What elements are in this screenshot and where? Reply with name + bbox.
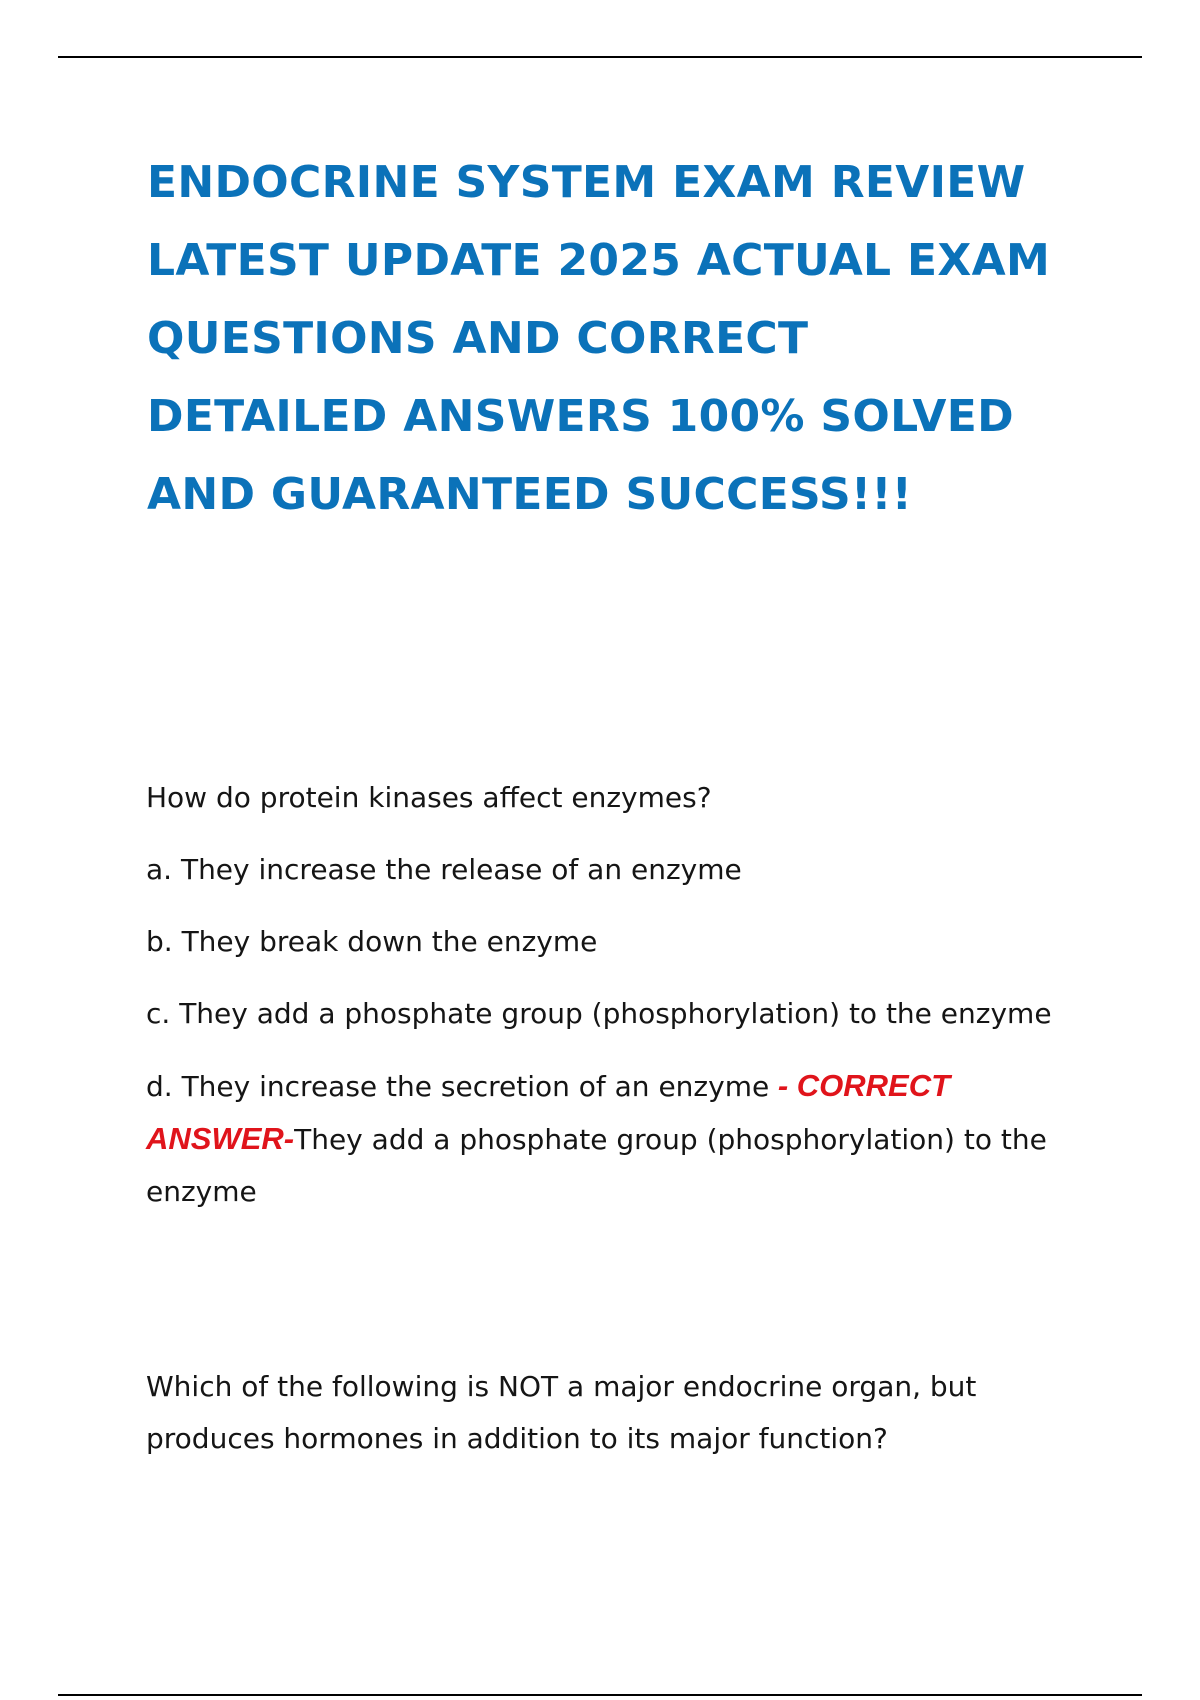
top-divider [58, 56, 1142, 58]
question-prompt: How do protein kinases affect enzymes? [146, 781, 712, 814]
title-line-5: AND GUARANTEED SUCCESS!!! [147, 469, 913, 520]
question-block-1 [146, 772, 1066, 1218]
option-d-with-answer [146, 1060, 1066, 1218]
title-line-1: ENDOCRINE SYSTEM EXAM REVIEW [147, 157, 1026, 208]
correct-answer-text: They add a phosphate group (phosphorylation) to the enzyme [146, 1123, 1047, 1208]
title-line-3: QUESTIONS AND CORRECT [147, 313, 809, 364]
title-line-2: LATEST UPDATE 2025 ACTUAL EXAM [147, 235, 1051, 286]
correct-answer-label: - CORRECT ANSWER- [146, 1068, 951, 1156]
option-a: a. They increase the release of an enzyme [146, 853, 742, 886]
question-prompt: Which of the following is NOT a major endocrine organ, but produces hormones in addition to its major function? [146, 1370, 977, 1455]
title-line-4: DETAILED ANSWERS 100% SOLVED [147, 391, 1014, 442]
option-d: d. They increase the secretion of an enzyme [146, 1070, 770, 1103]
option-b: b. They break down the enzyme [146, 925, 598, 958]
document-title [147, 144, 1107, 534]
question-block-2 [146, 1361, 1066, 1485]
bottom-divider [58, 1694, 1142, 1696]
option-c: c. They add a phosphate group (phosphorylation) to the enzyme [146, 997, 1052, 1030]
